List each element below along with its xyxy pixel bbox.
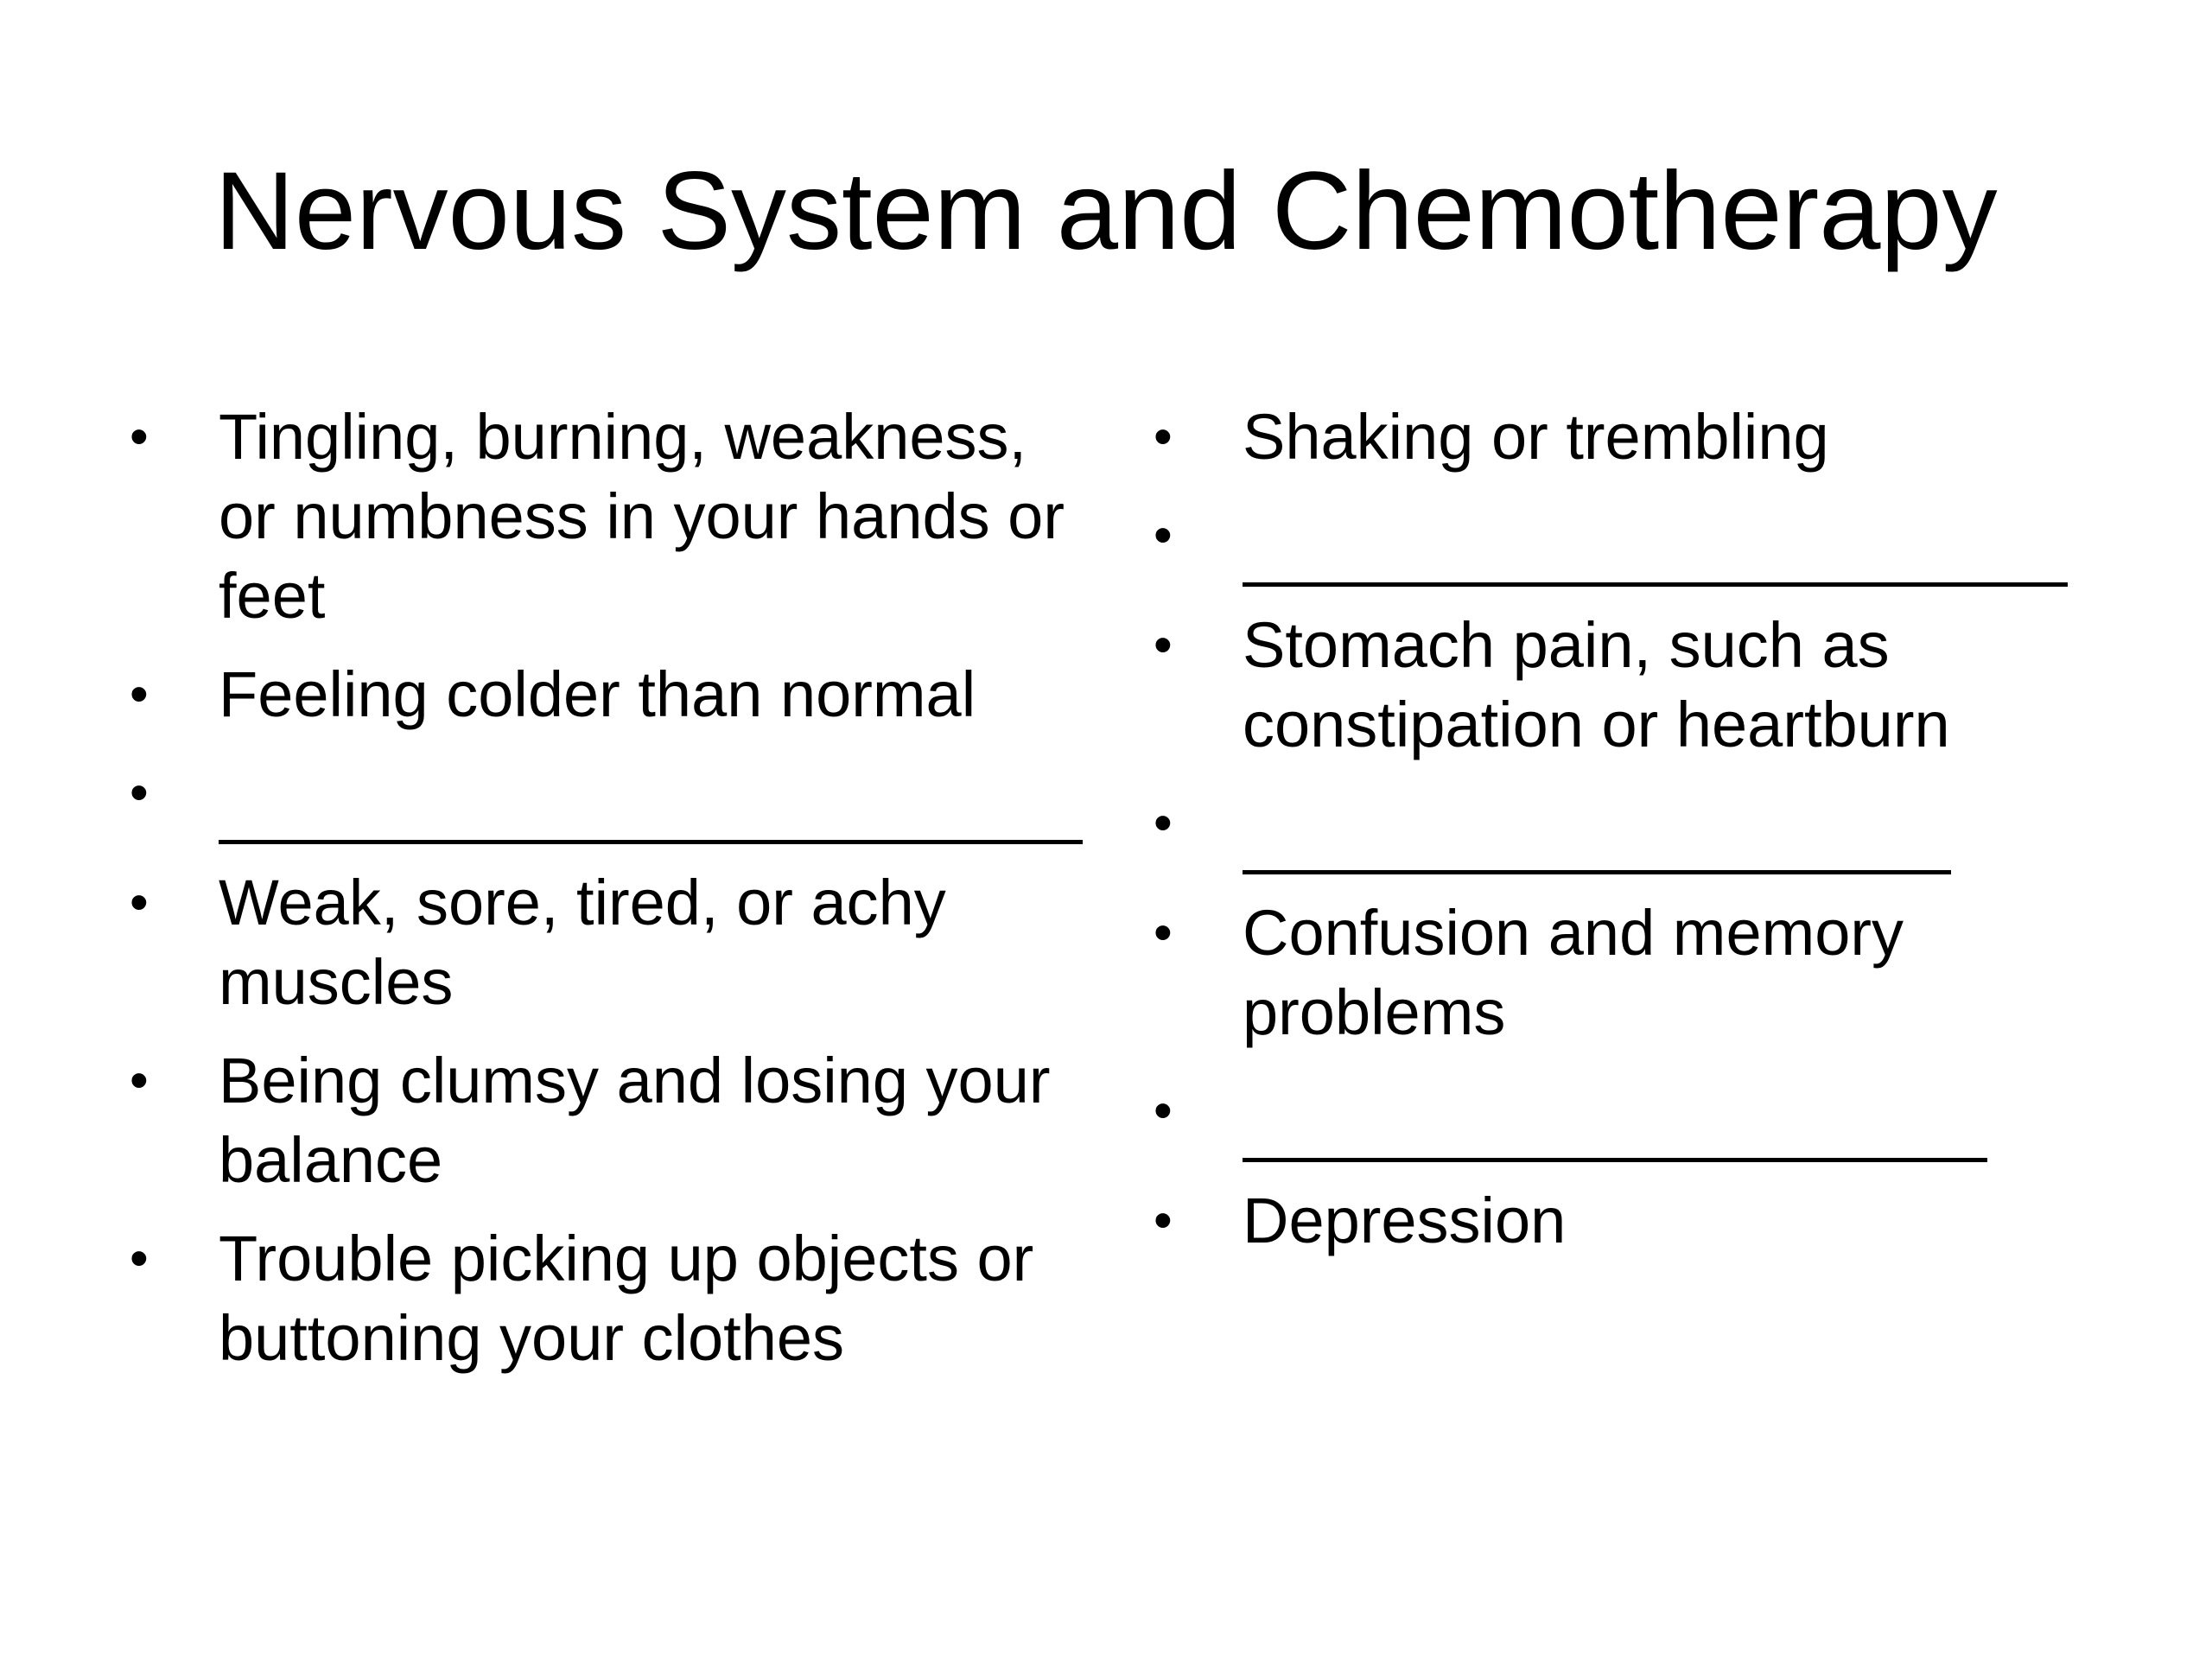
bullet-icon: • [1154,615,1173,675]
list-item-text: Stomach pain, such as constipation or heartburn [1243,609,1950,760]
bullet-icon: • [1154,1191,1173,1250]
list-item-text: Trouble picking up objects or buttoning your clothes [219,1223,1034,1374]
bullet-icon: • [130,763,149,823]
bullet-icon: • [130,664,149,724]
list-item-text: Shaking or trembling [1243,401,1829,473]
list-item-text: Weak, sore, tired, or achy muscles [219,867,946,1018]
list-item-text: Being clumsy and losing your balance [219,1045,1051,1196]
list-item [130,863,1097,1022]
blank-fill-in-line [219,753,1083,844]
bullet-icon: • [130,1051,149,1110]
bullet-icon: • [1154,903,1173,963]
blank-fill-in-line [1243,496,2068,587]
list-item-blank [1154,784,2104,874]
list-item [1154,606,2104,765]
list-item [1154,397,2104,477]
list-item-blank [1154,496,2104,587]
list-item [1154,893,2104,1052]
list-item-text: Feeling colder than normal [219,658,976,730]
bullet-icon: • [130,1229,149,1288]
right-bullet-list [1154,397,2104,1280]
list-item-text: Tingling, burning, weakness, or numbness in your hands or feet [219,401,1065,632]
list-item [130,655,1097,734]
bullet-icon: • [1154,793,1173,853]
list-item [130,397,1097,636]
bullet-icon: • [1154,1081,1173,1141]
list-item [1154,1181,2104,1261]
slide-title: Nervous System and Chemotherapy [214,149,1998,273]
list-item-blank [1154,1071,2104,1162]
bullet-icon: • [1154,407,1173,467]
list-item-blank [130,753,1097,844]
bullet-icon: • [1154,505,1173,565]
blank-fill-in-line [1243,1071,1987,1162]
bullet-icon: • [130,873,149,932]
left-bullet-list [130,397,1097,1397]
list-item-text: Confusion and memory problems [1243,897,1904,1048]
list-item [130,1041,1097,1200]
list-item-text: Depression [1243,1185,1567,1256]
bullet-icon: • [130,407,149,467]
list-item [130,1219,1097,1378]
blank-fill-in-line [1243,784,1951,874]
